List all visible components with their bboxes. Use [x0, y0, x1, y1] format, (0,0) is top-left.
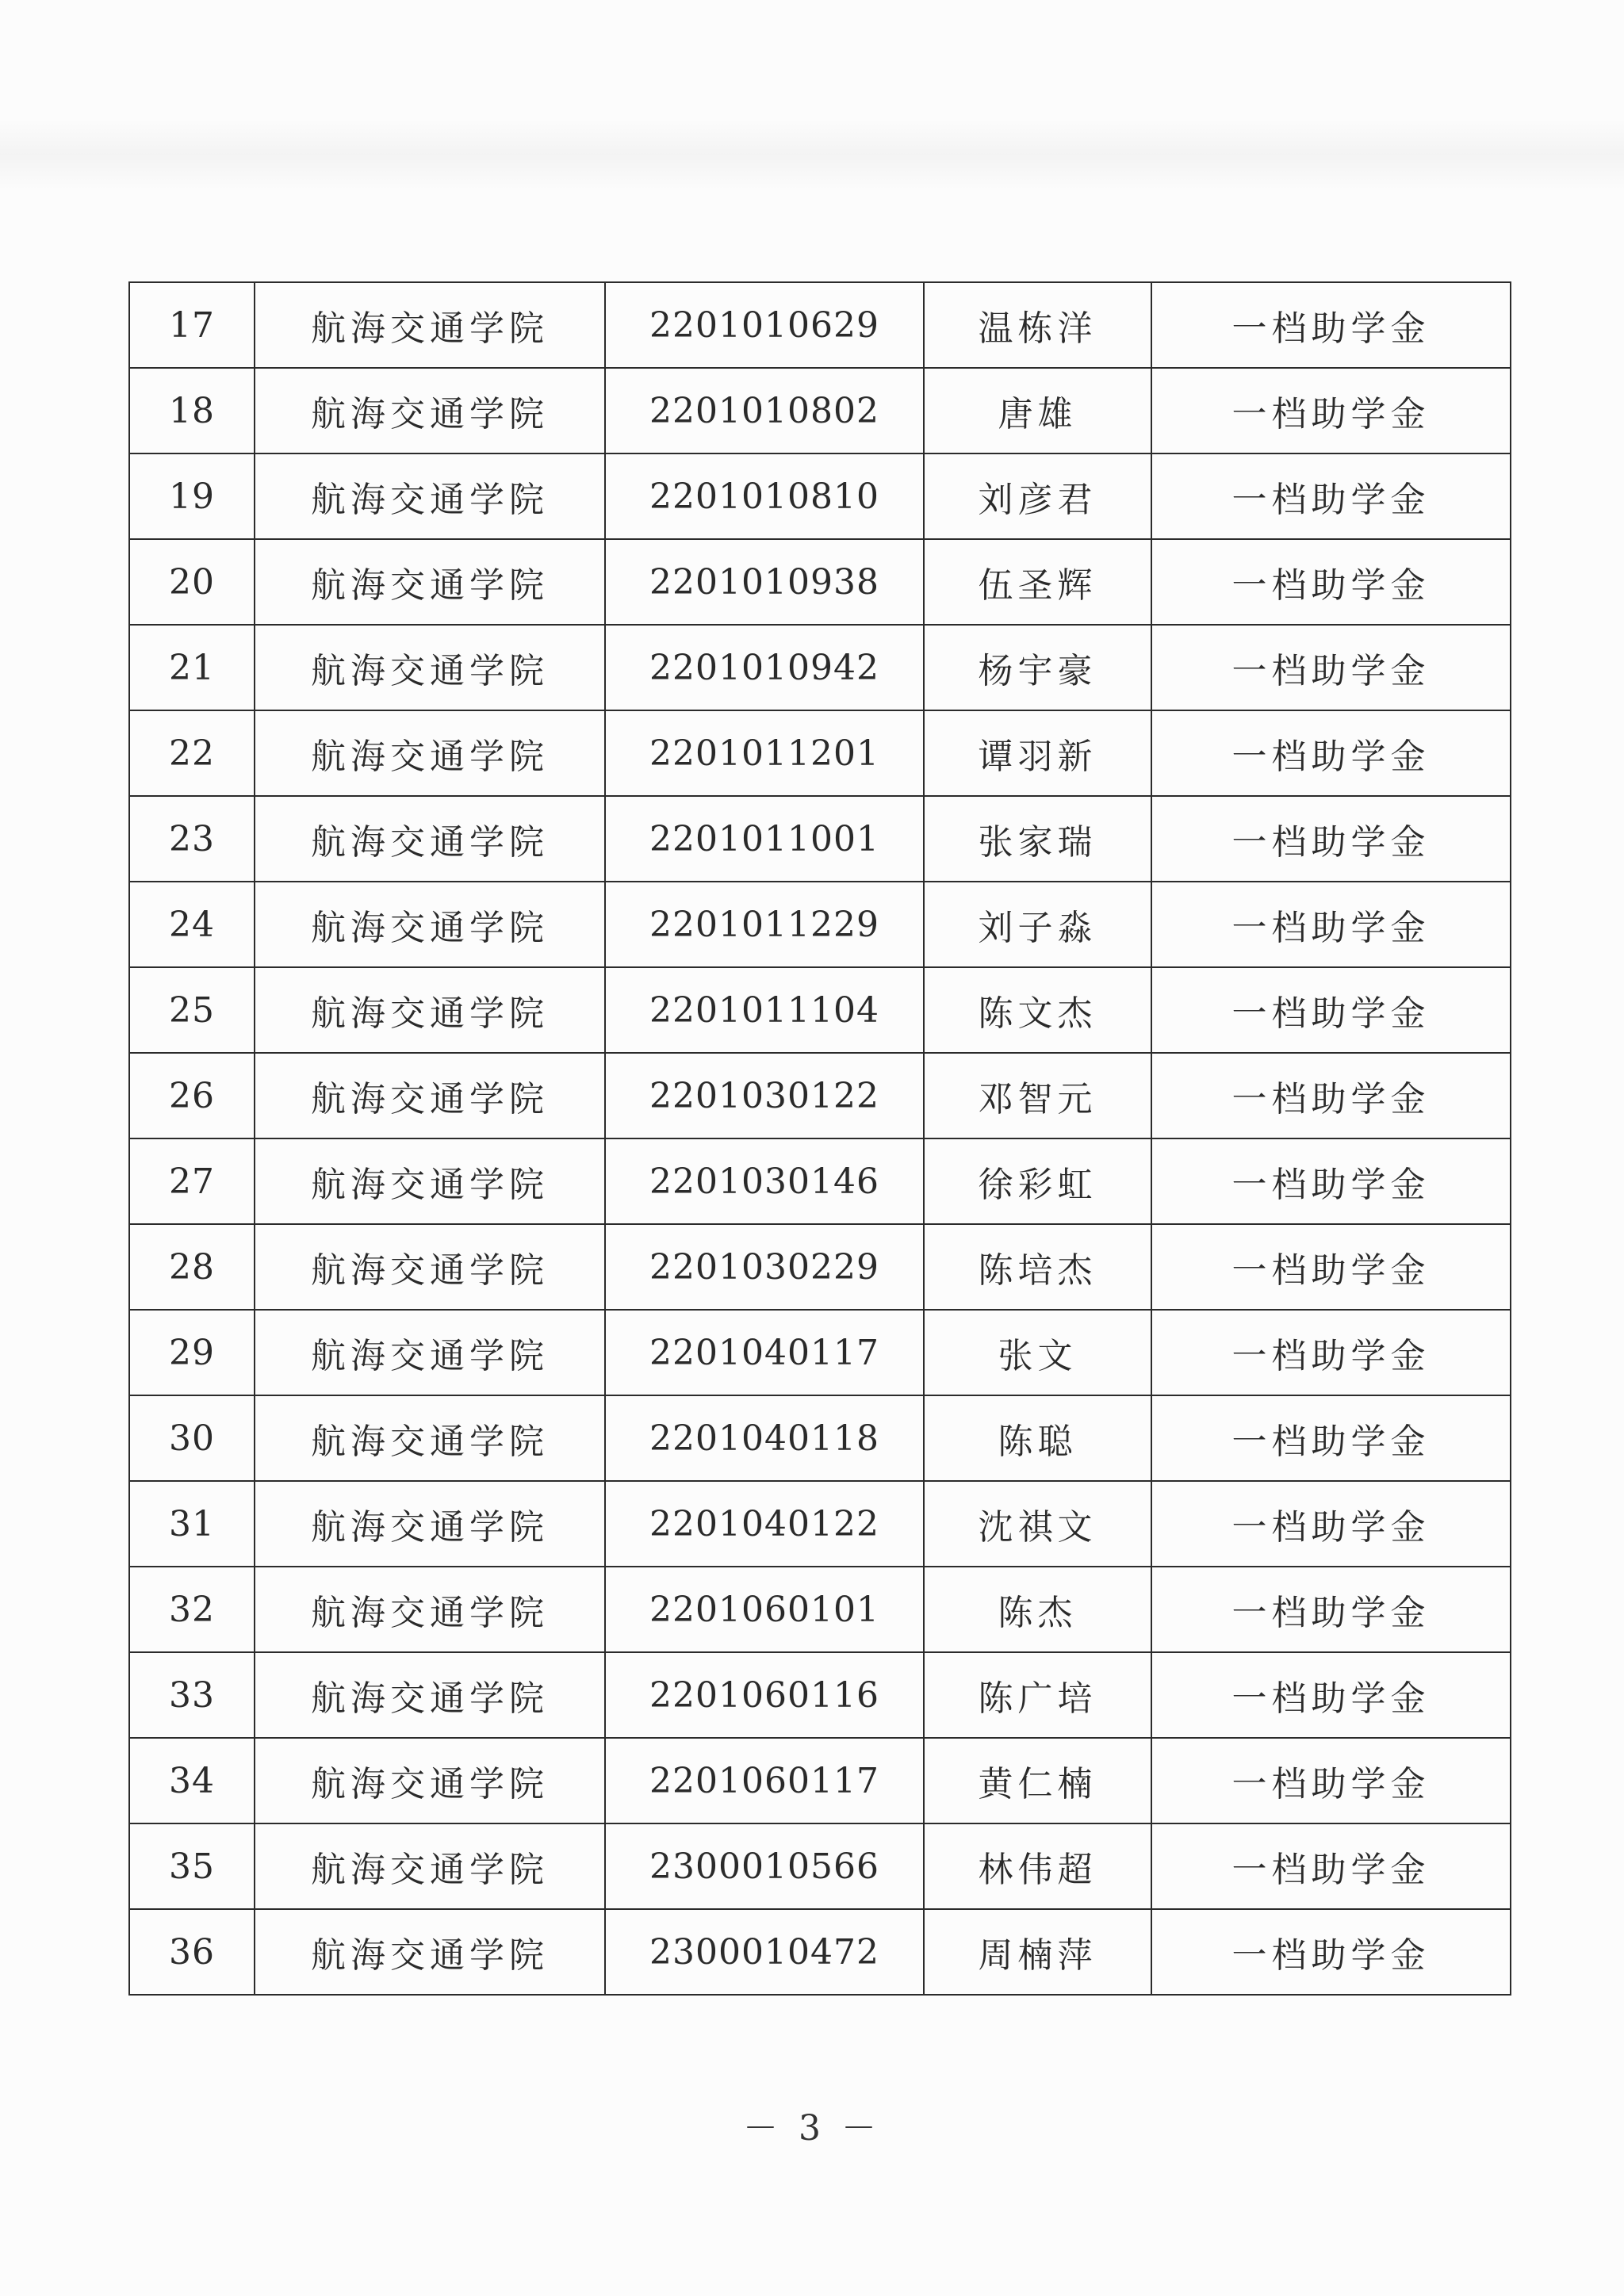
grant-level-cell: 一档助学金: [1151, 1481, 1511, 1567]
grant-level-cell: 一档助学金: [1151, 453, 1511, 539]
college-cell: 航海交通学院: [255, 282, 605, 368]
student-name-cell: 谭羽新: [924, 710, 1151, 796]
college-cell: 航海交通学院: [255, 1823, 605, 1909]
student-id-cell: 2201030146: [605, 1138, 924, 1224]
table-row: [129, 1909, 1511, 1995]
grant-level-cell: 一档助学金: [1151, 1138, 1511, 1224]
row-number-cell: 28: [129, 1224, 255, 1310]
student-name-cell: 伍圣辉: [924, 539, 1151, 625]
table-row: [129, 1395, 1511, 1481]
student-name-cell: 沈祺文: [924, 1481, 1151, 1567]
row-number-cell: 35: [129, 1823, 255, 1909]
grant-level-cell: 一档助学金: [1151, 1310, 1511, 1395]
row-number-cell: 30: [129, 1395, 255, 1481]
row-number-cell: 34: [129, 1738, 255, 1823]
table-row: [129, 1652, 1511, 1738]
college-cell: 航海交通学院: [255, 1053, 605, 1138]
row-number-cell: 21: [129, 625, 255, 710]
student-id-cell: 2300010566: [605, 1823, 924, 1909]
grant-level-cell: 一档助学金: [1151, 1567, 1511, 1652]
student-name-cell: 刘彦君: [924, 453, 1151, 539]
table-row: [129, 1224, 1511, 1310]
college-cell: 航海交通学院: [255, 1738, 605, 1823]
student-name-cell: 温栋洋: [924, 282, 1151, 368]
student-name-cell: 张文: [924, 1310, 1151, 1395]
table-row: [129, 796, 1511, 882]
grant-recipients-table: [128, 281, 1511, 1996]
row-number-cell: 24: [129, 882, 255, 967]
college-cell: 航海交通学院: [255, 710, 605, 796]
student-name-cell: 陈文杰: [924, 967, 1151, 1053]
row-number-cell: 18: [129, 368, 255, 453]
table-row: [129, 1310, 1511, 1395]
table-row: [129, 625, 1511, 710]
student-name-cell: 张家瑞: [924, 796, 1151, 882]
college-cell: 航海交通学院: [255, 539, 605, 625]
grant-level-cell: 一档助学金: [1151, 710, 1511, 796]
student-id-cell: 2201010629: [605, 282, 924, 368]
student-name-cell: 黄仁楠: [924, 1738, 1151, 1823]
student-id-cell: 2201011001: [605, 796, 924, 882]
row-number-cell: 23: [129, 796, 255, 882]
row-number-cell: 17: [129, 282, 255, 368]
student-id-cell: 2201010802: [605, 368, 924, 453]
row-number-cell: 27: [129, 1138, 255, 1224]
student-name-cell: 陈培杰: [924, 1224, 1151, 1310]
table-row: [129, 710, 1511, 796]
student-name-cell: 陈聪: [924, 1395, 1151, 1481]
table-row: [129, 453, 1511, 539]
table-row: [129, 967, 1511, 1053]
student-id-cell: 2201040117: [605, 1310, 924, 1395]
row-number-cell: 25: [129, 967, 255, 1053]
student-id-cell: 2201011201: [605, 710, 924, 796]
student-id-cell: 2201040122: [605, 1481, 924, 1567]
college-cell: 航海交通学院: [255, 882, 605, 967]
college-cell: 航海交通学院: [255, 1395, 605, 1481]
row-number-cell: 29: [129, 1310, 255, 1395]
student-id-cell: 2201010938: [605, 539, 924, 625]
college-cell: 航海交通学院: [255, 1481, 605, 1567]
college-cell: 航海交通学院: [255, 1652, 605, 1738]
row-number-cell: 20: [129, 539, 255, 625]
student-name-cell: 周楠萍: [924, 1909, 1151, 1995]
student-name-cell: 林伟超: [924, 1823, 1151, 1909]
student-name-cell: 陈广培: [924, 1652, 1151, 1738]
row-number-cell: 26: [129, 1053, 255, 1138]
student-id-cell: 2201030122: [605, 1053, 924, 1138]
student-name-cell: 唐雄: [924, 368, 1151, 453]
grant-level-cell: 一档助学金: [1151, 368, 1511, 453]
grant-level-cell: 一档助学金: [1151, 1395, 1511, 1481]
student-name-cell: 陈杰: [924, 1567, 1151, 1652]
student-name-cell: 刘子淼: [924, 882, 1151, 967]
college-cell: 航海交通学院: [255, 796, 605, 882]
college-cell: 航海交通学院: [255, 453, 605, 539]
grant-level-cell: 一档助学金: [1151, 539, 1511, 625]
table-row: [129, 1053, 1511, 1138]
student-id-cell: 2201060101: [605, 1567, 924, 1652]
student-id-cell: 2201010810: [605, 453, 924, 539]
student-name-cell: 邓智元: [924, 1053, 1151, 1138]
grant-level-cell: 一档助学金: [1151, 882, 1511, 967]
table-row: [129, 368, 1511, 453]
college-cell: 航海交通学院: [255, 1224, 605, 1310]
student-id-cell: 2201030229: [605, 1224, 924, 1310]
grant-level-cell: 一档助学金: [1151, 282, 1511, 368]
college-cell: 航海交通学院: [255, 1138, 605, 1224]
row-number-cell: 22: [129, 710, 255, 796]
grant-level-cell: 一档助学金: [1151, 1738, 1511, 1823]
student-name-cell: 杨宇豪: [924, 625, 1151, 710]
college-cell: 航海交通学院: [255, 1567, 605, 1652]
student-id-cell: 2201011229: [605, 882, 924, 967]
grant-level-cell: 一档助学金: [1151, 1652, 1511, 1738]
table-body: [129, 282, 1511, 1995]
row-number-cell: 36: [129, 1909, 255, 1995]
college-cell: 航海交通学院: [255, 625, 605, 710]
student-id-cell: 2201060116: [605, 1652, 924, 1738]
grant-level-cell: 一档助学金: [1151, 1224, 1511, 1310]
college-cell: 航海交通学院: [255, 1310, 605, 1395]
student-id-cell: 2201010942: [605, 625, 924, 710]
student-id-cell: 2201011104: [605, 967, 924, 1053]
grant-level-cell: 一档助学金: [1151, 1053, 1511, 1138]
row-number-cell: 32: [129, 1567, 255, 1652]
student-id-cell: 2300010472: [605, 1909, 924, 1995]
row-number-cell: 31: [129, 1481, 255, 1567]
grant-level-cell: 一档助学金: [1151, 1909, 1511, 1995]
scan-artifact-band: [0, 119, 1624, 190]
college-cell: 航海交通学院: [255, 368, 605, 453]
table-row: [129, 282, 1511, 368]
student-name-cell: 徐彩虹: [924, 1138, 1151, 1224]
row-number-cell: 33: [129, 1652, 255, 1738]
table-row: [129, 1138, 1511, 1224]
row-number-cell: 19: [129, 453, 255, 539]
grant-level-cell: 一档助学金: [1151, 1823, 1511, 1909]
table-row: [129, 882, 1511, 967]
table-row: [129, 1823, 1511, 1909]
table-row: [129, 1738, 1511, 1823]
table-row: [129, 1481, 1511, 1567]
grant-level-cell: 一档助学金: [1151, 796, 1511, 882]
student-id-cell: 2201060117: [605, 1738, 924, 1823]
grant-level-cell: 一档助学金: [1151, 625, 1511, 710]
table-row: [129, 1567, 1511, 1652]
table-row: [129, 539, 1511, 625]
page-number: － 3 －: [743, 2108, 881, 2149]
student-id-cell: 2201040118: [605, 1395, 924, 1481]
college-cell: 航海交通学院: [255, 967, 605, 1053]
college-cell: 航海交通学院: [255, 1909, 605, 1995]
grant-level-cell: 一档助学金: [1151, 967, 1511, 1053]
